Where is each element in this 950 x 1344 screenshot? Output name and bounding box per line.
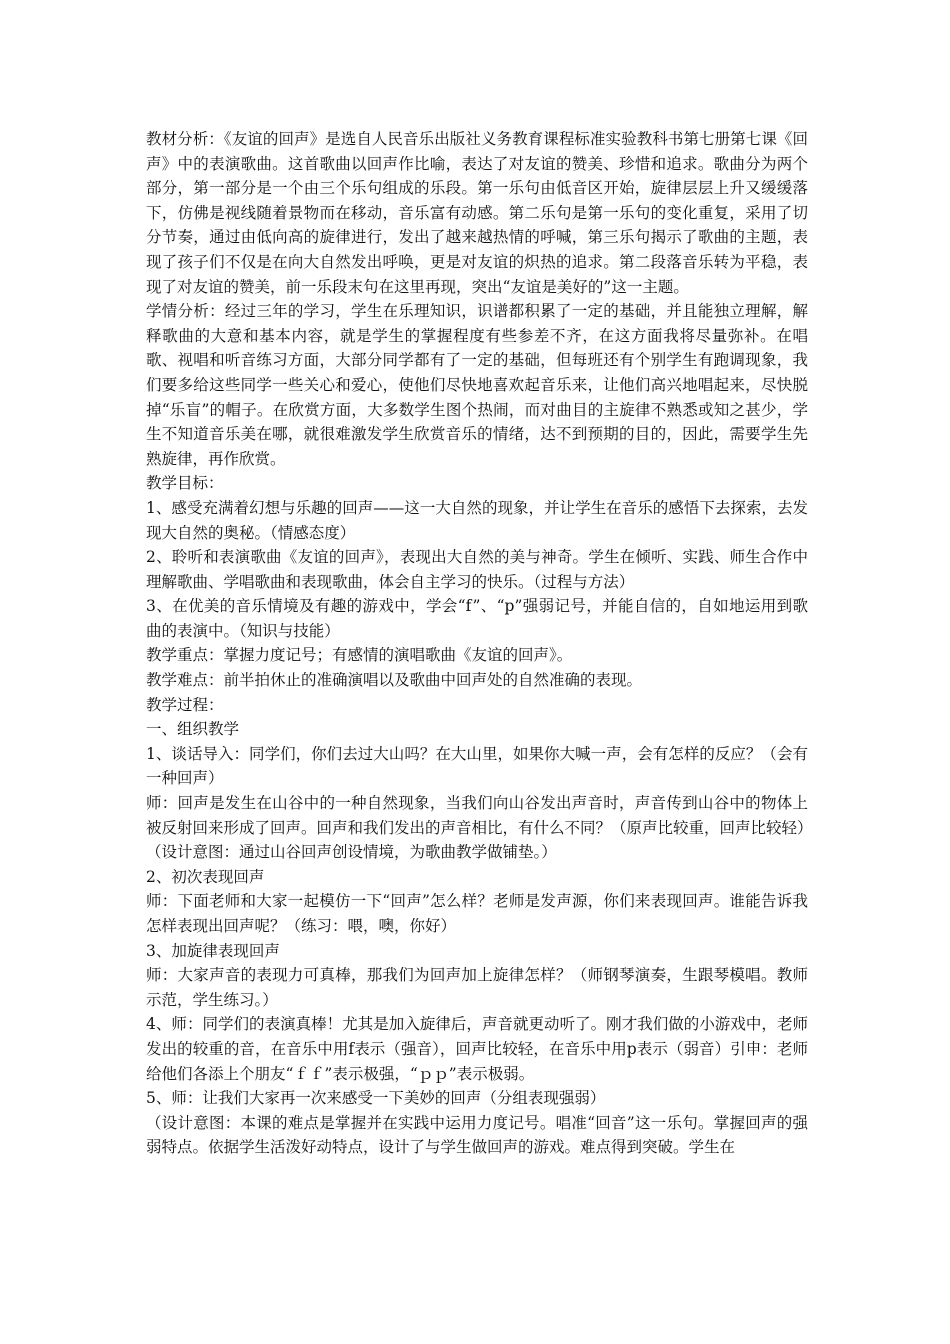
paragraph-material-analysis: 教材分析：《友谊的回声》是选自人民音乐出版社义务教育课程标准实验教科书第七册第七课《回声》中的表演歌曲。这首歌曲以回声作比喻，表达了对友谊的赞美、珍惜和追求。歌曲分为两个部分，第一部分是一个由三个乐句组成的乐段。第一乐句由低音区开始，旋律层层上升又缓缓落下，仿佛是视线随着景物而在移动，音乐富有动感。第二乐句是第一乐句的变化重复，采用了切分节奏，通过由低向高的旋律进行，发出了越来越热情的呼喊，第三乐句揭示了歌曲的主题，表现了孩子们不仅是在向大自然发出呼唤，更是对友谊的炽热的追求。第二段落音乐转为平稳，表现了对友谊的赞美，前一乐段末句在这里再现，突出“友谊是美好的”这一主题。 — [146, 130, 808, 296]
paragraph-difficulties: 教学难点：前半拍休止的准确演唱以及歌曲中回声处的自然准确的表现。 — [146, 671, 643, 690]
step-3-heading: 3、加旋律表现回声 — [146, 941, 280, 960]
paragraph-key-points: 教学重点：掌握力度记号；有感情的演唱歌曲《友谊的回声》。 — [146, 646, 573, 665]
paragraph-student-analysis: 学情分析：经过三年的学习，学生在乐理知识，识谱都积累了一定的基础，并且能独立理解，解释歌曲的大意和基本内容，就是学生的掌握程度有些参差不齐，在这方面我将尽量弥补。在唱歌、视唱和听音练习方面，大部分同学都有了一定的基础，但每班还有个别学生有跑调现象，我们要多给这些同学一些关心和爱心，使他们尽快地喜欢起音乐来，让他们高兴地唱起来，尽快脱掉“乐盲”的帽子。在欣赏方面，大多数学生图个热闹，而对曲目的主旋律不熟悉或知之甚少，学生不知道音乐美在哪，就很难激发学生欣赏音乐的情绪，达不到预期的目的，因此，需要学生先熟旋律，再作欣赏。 — [146, 302, 808, 468]
step-2-heading: 2、初次表现回声 — [146, 867, 265, 886]
step-5-content: 5、师：让我们大家再一次来感受一下美妙的回声（分组表现强弱） — [146, 1089, 606, 1108]
document-page — [146, 127, 813, 1160]
goal-item-2: 2、聆听和表演歌曲《友谊的回声》，表现出大自然的美与神奇。学生在倾听、实践、师生合作中理解歌曲、学唱歌曲和表现歌曲，体会自主学习的快乐。（过程与方法） — [146, 548, 808, 591]
step-1-introduction: 1、谈话导入：同学们，你们去过大山吗？在大山里，如果你大喊一声，会有怎样的反应？（会有一种回声） — [146, 744, 808, 788]
goal-item-1: 1、感受充满着幻想与乐趣的回声——这一大自然的现象，并让学生在音乐的感悟下去探索，去发现大自然的奥秘。（情感态度） — [146, 498, 808, 542]
step-4-content: 4、师：同学们的表演真棒！尤其是加入旋律后，声音就更动听了。刚才我们做的小游戏中，老师发出的较重的音，在音乐中用f表示（强音），回声比较轻，在音乐中用p表示（弱音）引申：老师给他们各添上个朋友“ｆｆ”表示极强，“ｐｐ”表示极弱。 — [146, 1015, 808, 1083]
step-2-content: 师：下面老师和大家一起模仿一下“回声”怎么样？老师是发声源，你们来表现回声。谁能告诉我怎样表现出回声呢？（练习：喂，噢，你好） — [146, 892, 808, 935]
goal-item-3: 3、在优美的音乐情境及有趣的游戏中，学会“f”、“p”强弱记号，并能自信的，自如地运用到歌曲的表演中。（知识与技能） — [146, 597, 808, 640]
teacher-echo-explanation: 师：回声是发生在山谷中的一种自然现象，当我们向山谷发出声音时，声音传到山谷中的物体上被反射回来形成了回声。回声和我们发出的声音相比，有什么不同？（原声比较重，回声比较轻） — [146, 794, 813, 837]
section-organize-teaching: 一、组织教学 — [146, 720, 240, 739]
design-intent-2: （设计意图：本课的难点是掌握并在实践中运用力度记号。唱准“回音”这一乐句。掌握回声的强弱特点。依据学生活泼好动特点，设计了与学生做回声的游戏。难点得到突破。学生在 — [146, 1113, 808, 1157]
design-intent-1: （设计意图：通过山谷回声创设情境，为歌曲教学做铺垫。） — [146, 843, 557, 862]
heading-teaching-process: 教学过程： — [146, 695, 224, 714]
step-3-content: 师：大家声音的表现力可真棒，那我们为回声加上旋律怎样？（师钢琴演奏，生跟琴模唱。教师示范，学生练习。） — [146, 966, 808, 1009]
heading-teaching-goals: 教学目标： — [146, 474, 224, 493]
